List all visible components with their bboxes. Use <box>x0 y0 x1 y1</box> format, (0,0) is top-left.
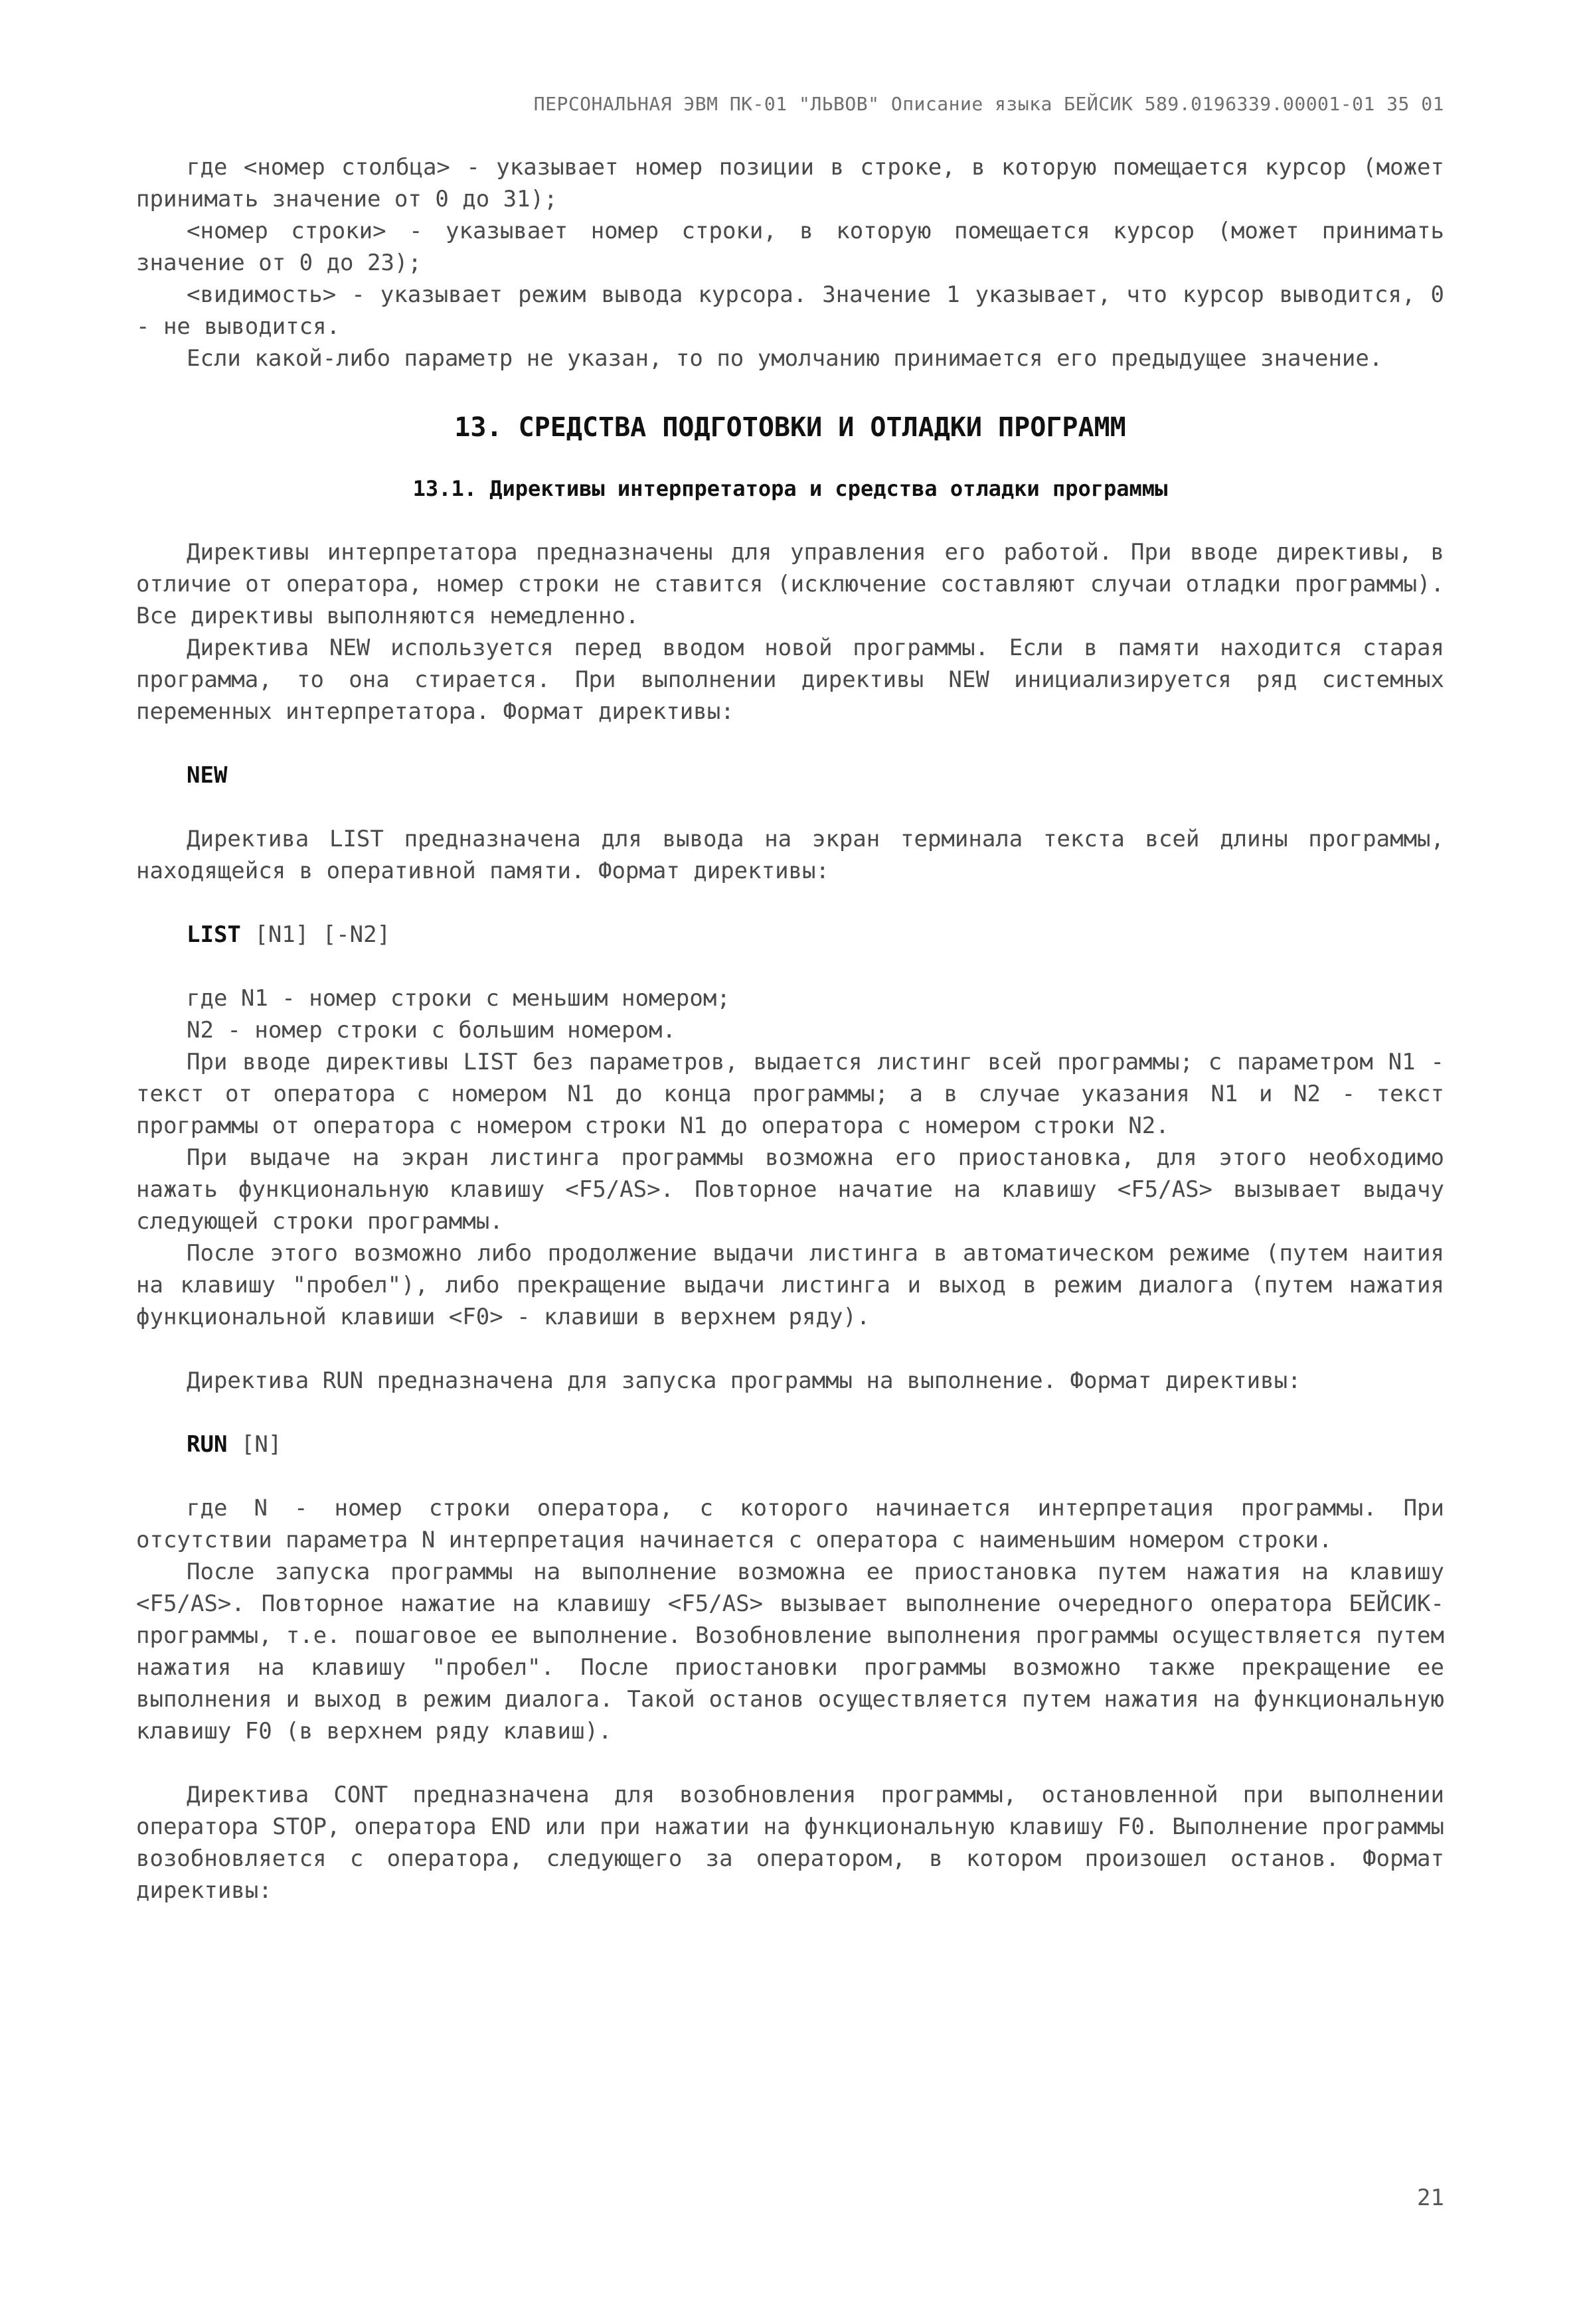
list-continue-paragraph: После этого возможно либо продолжение выдачи листинга в автоматическом режиме (путем наития на клавишу "пробел"), либо прекращение выдачи листинга и выход в режим диалога (путем нажатия функциональной клавиши <F0> - клавиши в верхнем ряду). <box>136 1240 1444 1330</box>
run-directive-paragraph: Директива RUN предназначена для запуска программы на выполнение. Формат директивы: <box>187 1367 1301 1394</box>
intro-paragraph-column: где <номер столбца> - указывает номер позиции в строке, в которую помещается курсор (может принимать значение от 0 до 31); <box>136 154 1444 212</box>
intro-paragraph-default: Если какой-либо параметр не указан, то по умолчанию принимается его предыдущее значение. <box>187 345 1383 372</box>
list-pause-paragraph: При выдаче на экран листинга программы возможна его приостановка, для этого необходимо нажать функциональную клавишу <F5/AS>. Повторное начатие на клавишу <F5/AS> вызывает выдачу следующей строки программы. <box>136 1144 1444 1235</box>
subsection-title: 13.1. Директивы интерпретатора и средства отладки программы <box>412 476 1168 501</box>
document-page <box>136 0 1444 2324</box>
run-command-format <box>136 1429 1444 1460</box>
run-command-args: [N] <box>227 1431 282 1458</box>
run-param-paragraph: где N - номер строки оператора, с которого начинается интерпретация программы. При отсутствии параметра N интерпретация начинается с оператора с наименьшим номером строки. <box>136 1495 1444 1553</box>
run-command-keyword: RUN <box>187 1431 228 1458</box>
list-param-n1: где N1 - номер строки с меньшим номером; <box>187 985 730 1012</box>
list-command-keyword: LIST <box>187 921 241 948</box>
page-content <box>136 151 1444 1906</box>
cont-directive-paragraph: Директива CONT предназначена для возобновления программы, остановленной при выполнении оператора STOP, оператора END или при нажатии на функциональную клавишу F0. Выполнение программы возобновляется с оператора, следующего за оператором, в котором произошел останов. Формат директивы: <box>136 1782 1444 1904</box>
intro-paragraph-visibility: <видимость> - указывает режим вывода курсора. Значение 1 указывает, что курсор выводится, 0 - не выводится. <box>136 281 1444 340</box>
run-pause-paragraph: После запуска программы на выполнение возможна ее приостановка путем нажатия на клавишу <F5/AS>. Повторное нажатие на клавишу <F5/AS> вызывает выполнение очередного оператора БЕЙСИК-программы, т.е. пошаговое ее выполнение. Возобновление выполнения программы осуществляется путем нажатия на клавишу "пробел". После приостановки программы возможно также прекращение ее выполнения и выход в режим диалога. Такой останов осуществляется путем нажатия на функциональную клавишу F0 (в верхнем ряду клавиш). <box>136 1559 1444 1744</box>
intro-paragraph-row: <номер строки> - указывает номер строки, в которую помещается курсор (может принимать значение от 0 до 23); <box>136 218 1444 276</box>
list-command-args: [N1] [-N2] <box>240 921 391 948</box>
new-directive-paragraph: Директива NEW используется перед вводом новой программы. Если в памяти находится старая программа, то она стирается. При выполнении директивы NEW инициализируется ряд системных переменных интерпретатора. Формат директивы: <box>136 635 1444 725</box>
list-directive-paragraph: Директива LIST предназначена для вывода на экран терминала текста всей длины программы, находящейся в оперативной памяти. Формат директивы: <box>136 826 1444 884</box>
section-title: 13. СРЕДСТВА ПОДГОТОВКИ И ОТЛАДКИ ПРОГРАММ <box>454 412 1126 443</box>
new-command-format <box>136 759 1444 791</box>
list-usage-paragraph: При вводе директивы LIST без параметров, выдается листинг всей программы; с параметром N1 - текст от оператора с номером N1 до конца программы; а в случае указания N1 и N2 - текст программы от оператора с номером строки N1 до оператора с номером строки N2. <box>136 1049 1444 1139</box>
list-param-n2: N2 - номер строки с большим номером. <box>187 1017 676 1044</box>
directives-intro-paragraph: Директивы интерпретатора предназначены для управления его работой. При вводе директивы, в отличие от оператора, номер строки не ставится (исключение составляют случаи отладки программы). Все директивы выполняются немедленно. <box>136 539 1444 629</box>
new-command-keyword: NEW <box>187 762 228 789</box>
list-command-format <box>136 919 1444 951</box>
page-number: 21 <box>1417 2185 1444 2211</box>
running-header: ПЕРСОНАЛЬНАЯ ЭВМ ПК-01 "ЛЬВОВ" Описание языка БЕЙСИК 589.0196339.00001-01 35 01 <box>533 93 1444 115</box>
